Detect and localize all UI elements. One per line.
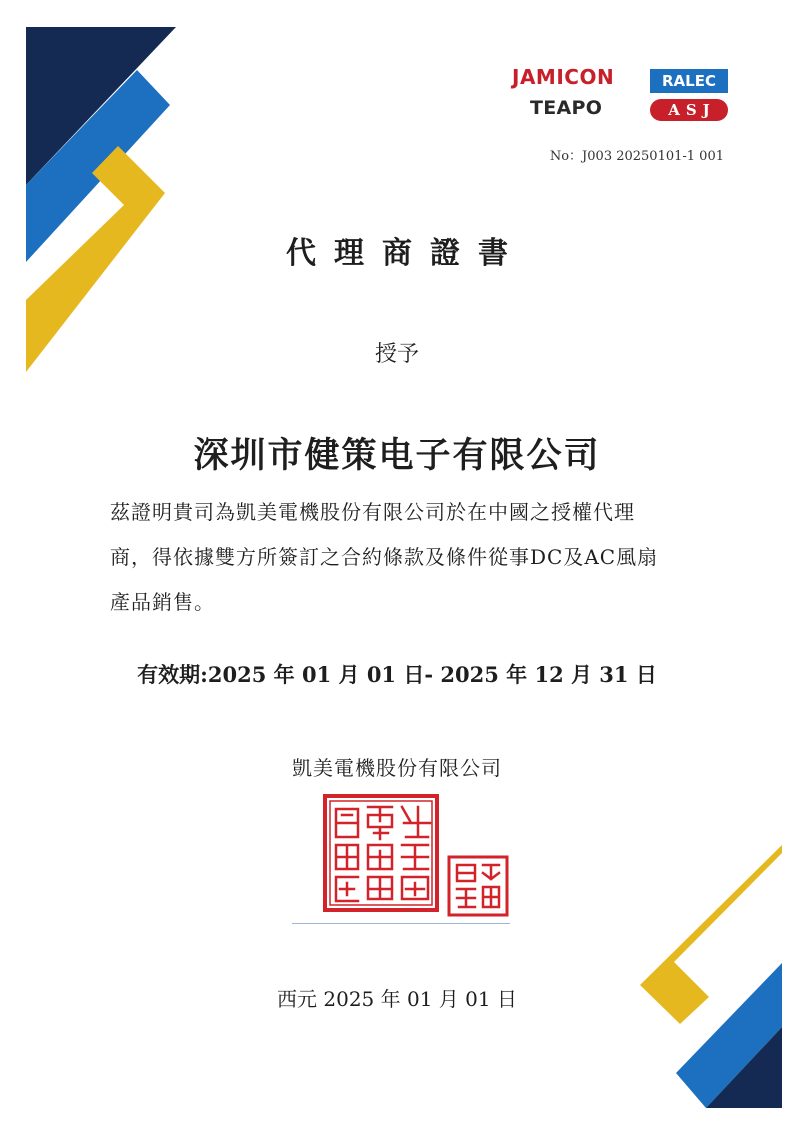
certificate-body bbox=[110, 490, 696, 625]
body-line-2: 商，得依據雙方所簽訂之合約條款及條件從事DC及AC風扇 bbox=[110, 545, 659, 569]
company-seal-stamp bbox=[322, 793, 440, 913]
ralec-logo: RALEC bbox=[650, 69, 728, 93]
certificate-number: No：J003 20250101-1 001 bbox=[549, 149, 724, 164]
jamicon-logo bbox=[512, 65, 614, 89]
certificate-title: 代理商證書 bbox=[286, 236, 526, 271]
teapo-logo: TEAPO bbox=[530, 97, 603, 119]
signature-line bbox=[292, 923, 510, 924]
body-line-3: 產品銷售。 bbox=[110, 590, 215, 614]
issuer-company: 凱美電機股份有限公司 bbox=[292, 756, 502, 780]
issue-date: 西元 2025 年 01 月 01 日 bbox=[277, 987, 517, 1011]
asj-logo: ASJ bbox=[650, 99, 728, 121]
chairman-seal-stamp bbox=[447, 855, 509, 917]
body-line-1: 茲證明貴司為凱美電機股份有限公司於在中國之授權代理 bbox=[110, 500, 635, 524]
jamicon-logo-text: JAMICON bbox=[512, 65, 615, 89]
validity-period: 有效期:2025 年 01 月 01 日- 2025 年 12 月 31 日 bbox=[137, 662, 657, 687]
recipient-company: 深圳市健策电子有限公司 bbox=[193, 435, 601, 476]
grant-label: 授予 bbox=[374, 342, 419, 367]
